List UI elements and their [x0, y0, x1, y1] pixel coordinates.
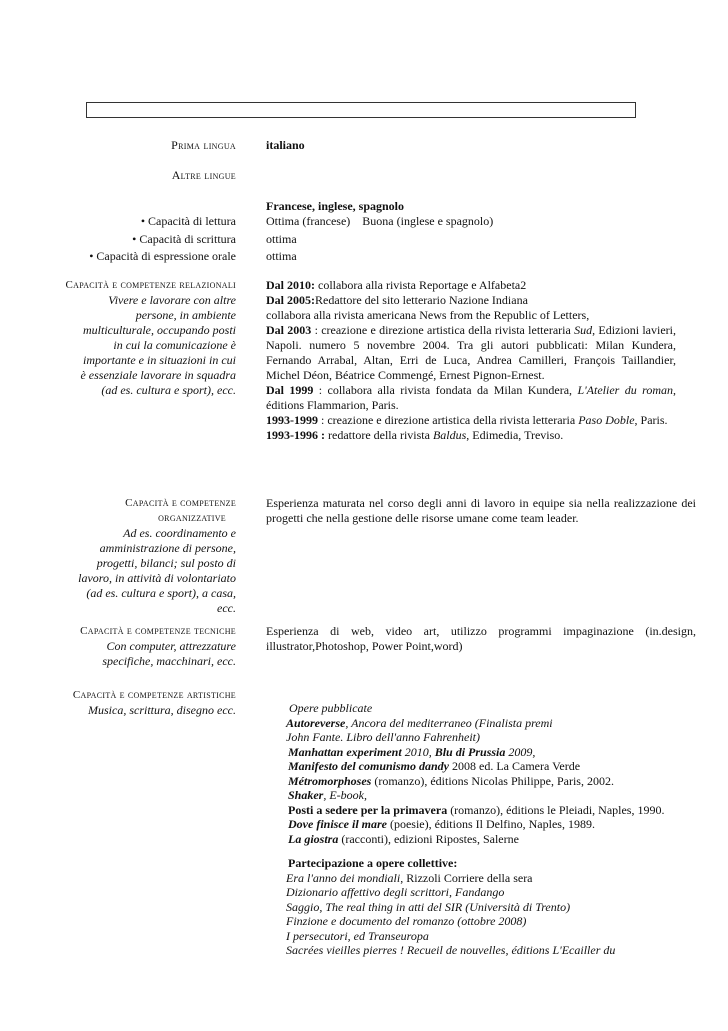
entry-1993-1996: 1993-1996 : redattore della rivista Baldus, Edimedia, Treviso.	[266, 428, 564, 442]
collettiva-item: Sacrées vieilles pierres ! Recueil de nouvelles, éditions L'Ecailler du	[286, 943, 616, 957]
tecniche-desc-line: specifiche, macchinari, ecc.	[102, 654, 236, 668]
opera-title: Manifesto del comunismo dandy	[288, 759, 450, 773]
tecniche-heading: Capacità e competenze tecniche	[80, 625, 236, 637]
opera-title: Manhattan experiment	[288, 744, 402, 759]
organizzative-desc-line: (ad es. cultura e sport), a casa,	[86, 586, 236, 600]
organizzative-heading-2: organizzative	[158, 512, 226, 524]
entry-2010: Dal 2010: collabora alla rivista Reportage e Alfabeta2	[266, 278, 527, 292]
opera-title: Autoreverse	[286, 715, 346, 730]
opera-title: Métromorphoses	[288, 773, 372, 788]
opera-title: Dove finisce il mare	[288, 817, 387, 831]
relazionali-content	[266, 278, 676, 443]
relazionali-desc-line: importante e in situazioni in cui	[83, 353, 236, 367]
organizzative-desc-line: lavoro, in attività di volontariato	[78, 571, 236, 585]
relazionali-desc-line: in cui la comunicazione è	[113, 338, 236, 352]
entry-2005: Dal 2005:Redattore del sito letterario Nazione Indiana	[266, 293, 528, 307]
organizzative-desc-line: amministrazione di persone,	[99, 541, 236, 555]
lettura-value: Ottima (francese) Buona (inglese e spagnolo)	[266, 214, 494, 228]
tecniche-section	[64, 624, 236, 669]
collettive-title: Partecipazione a opere collettive:	[288, 856, 458, 870]
header-box	[86, 102, 636, 118]
opera-line: John Fante. Libro dell'anno Fahrenheit)	[286, 730, 480, 744]
altre-lingue-value: Francese, inglese, spagnolo	[266, 199, 404, 213]
artistiche-section	[64, 688, 236, 718]
entry-news: collabora alla rivista americana News from the Republic of Letters,	[266, 308, 590, 322]
relazionali-desc-line: (ad es. cultura e sport), ecc.	[101, 383, 236, 397]
altre-lingue-label: Altre lingue	[171, 168, 236, 182]
collettiva-item: Era l'anno dei mondiali	[286, 870, 401, 885]
opera-title: Blu di Prussia	[434, 744, 506, 759]
organizzative-desc-line: ecc.	[217, 601, 236, 615]
lettura-label: • Capacità di lettura	[140, 214, 236, 228]
organizzative-heading: Capacità e competenze	[125, 497, 236, 509]
collettiva-item: Saggio, The real thing in atti del SIR (Università di Trento)	[286, 899, 571, 914]
collettiva-item: Dizionario affettivo degli scrittori, Fandango	[286, 885, 505, 899]
artistiche-heading: Capacità e competenze artistiche	[72, 689, 236, 701]
relazionali-desc-line: è essenziale lavorare in squadra	[80, 368, 236, 382]
opere-list: Opere pubblicate Autoreverse, Ancora del mediterraneo (Finalista premi John Fante. Libro dell'anno Fahrenheit) Manhattan experiment 2010, Blu di Prussia 2009, Manifesto del comunismo dandy 2008 ed. La Camera Verde Métromorphoses (romanzo), éditions Nicolas Philippe, Paris, 2002. Shaker, E-book, Posti a sedere per la primavera (romanzo), éditions le Pleiadi, Naples, 1990. Dove finisce il mare (poesie), éditions Il Delfino, Naples, 1989. La giostra (racconti), edizioni Ripostes, Salerne Partecipazione a opere collettive: Era l'anno dei mondiali, Rizzoli Corriere della sera Dizionario affettivo degli scrittori, Fandango Saggio, The real thing in atti del SIR (Università di Trento) Finzione e documento del romanzo (ottobre 2008) I persecutori, ed Transeuropa Sacrées vieilles pierres ! Recueil de nouvelles, éditions L'Ecailler du	[286, 701, 706, 958]
entry-1993-1999: 1993-1999 : creazione e direzione artistica della rivista letteraria Paso Doble, Paris.	[266, 413, 668, 427]
entry-year: 1993-1996 :	[266, 428, 325, 442]
organizzative-desc-line: Ad es. coordinamento e	[123, 526, 236, 540]
prima-lingua-label: Prima lingua	[171, 138, 236, 152]
orale-label: • Capacità di espressione orale	[89, 249, 236, 263]
entry-year: Dal 2005:	[266, 293, 315, 307]
entry-year: Dal 2010:	[266, 278, 315, 292]
tecniche-text: Esperienza di web, video art, utilizzo programmi impaginazione (in.design, illustrator,Photoshop, Power Point,word)	[266, 624, 696, 653]
relazionali-section	[64, 278, 236, 398]
relazionali-heading: Capacità e competenze relazionali	[65, 279, 236, 291]
scrittura-value: ottima	[266, 232, 297, 246]
prima-lingua-value: italiano	[266, 138, 305, 152]
entry-2003: Dal 2003 : creazione e direzione artistica della rivista letteraria Sud, Edizioni lavieri, Napoli. numero 5 novembre 2004. Tra gli autori pubblicati: Milan Kundera, Fernando Arrabal, Altan, Erri de Luca, Andrea Camilleri, François Taillandier, Michel Déon, Béatrice Commengé, Ernest Pignon-Ernest.	[266, 323, 676, 382]
entry-year: Dal 2003	[266, 323, 312, 337]
opera-title: Posti a sedere per la primavera	[288, 802, 448, 817]
relazionali-desc-line: Vivere e lavorare con altre	[108, 293, 236, 307]
collettiva-item: I persecutori, ed Transeuropa	[286, 928, 429, 943]
collettiva-item: Finzione e documento del romanzo (ottobre 2008)	[286, 914, 527, 928]
relazionali-desc-line: multiculturale, occupando posti	[83, 323, 236, 337]
artistiche-desc: Musica, scrittura, disegno ecc.	[88, 703, 236, 717]
entry-1999: Dal 1999 : collabora alla rivista fondata da Milan Kundera, L'Atelier du roman, éditions Flammarion, Paris.	[266, 383, 676, 412]
organizzative-desc-line: progetti, bilanci; sul posto di	[96, 556, 236, 570]
opera-title: La giostra	[288, 831, 339, 846]
opere-title: Opere pubblicate	[289, 701, 373, 715]
tecniche-desc-line: Con computer, attrezzature	[106, 639, 236, 653]
relazionali-desc-line: persone, in ambiente	[135, 308, 236, 322]
orale-value: ottima	[266, 249, 297, 263]
organizzative-text: Esperienza maturata nel corso degli anni di lavoro in equipe sia nella realizzazione dei progetti che nella gestione delle risorse umane come team leader.	[266, 496, 696, 525]
entry-year: Dal 1999	[266, 383, 314, 397]
entry-year: 1993-1999	[266, 413, 318, 427]
organizzative-section	[64, 496, 236, 616]
opera-title: Shaker	[288, 788, 324, 802]
scrittura-label: • Capacità di scrittura	[132, 232, 236, 246]
